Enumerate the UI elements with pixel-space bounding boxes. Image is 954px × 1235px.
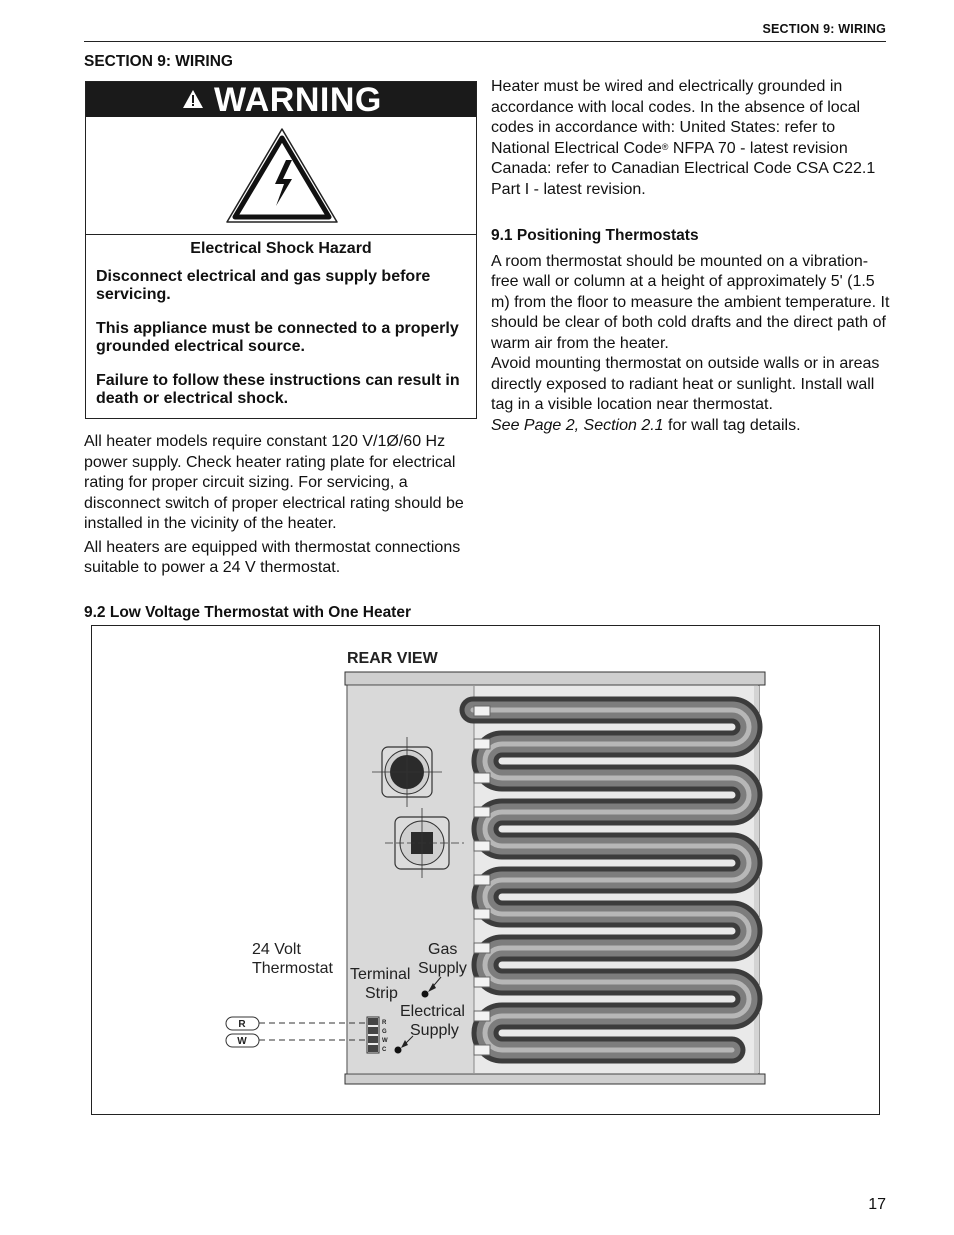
svg-text:C: C bbox=[382, 1047, 387, 1053]
warning-line: Disconnect electrical and gas supply before servicing. bbox=[96, 267, 431, 303]
warning-box bbox=[85, 81, 477, 419]
right-column bbox=[491, 77, 891, 436]
svg-text:G: G bbox=[382, 1029, 387, 1035]
gas-supply-label: Supply bbox=[418, 960, 467, 977]
power-supply-paragraph: All heater models require constant 120 V/1Ø/60 Hz power supply. Check heater rating plate for electrical rating for proper circuit sizing. For servicing, a disconnect switch of proper electrical rating should be installed in the vicinity of the heater. bbox=[84, 433, 464, 532]
warning-triangle-icon bbox=[182, 89, 204, 109]
left-column bbox=[84, 432, 480, 582]
diagram-frame bbox=[91, 625, 880, 1115]
running-head: SECTION 9: WIRING bbox=[762, 22, 886, 36]
electrical-shock-icon bbox=[222, 124, 342, 228]
svg-text:W: W bbox=[382, 1038, 388, 1044]
warning-banner bbox=[86, 82, 476, 117]
avoid-paragraph: Avoid mounting thermostat on outside walls or in areas directly exposed to radiant heat or sunlight. Install wall tag in a visible location near thermostat. bbox=[491, 355, 880, 413]
section-title: SECTION 9: WIRING bbox=[84, 53, 233, 70]
shock-symbol-area bbox=[86, 117, 476, 235]
thermostat-label: Thermostat bbox=[252, 960, 333, 977]
terminal-r-label: R bbox=[238, 1019, 246, 1030]
warning-line: This appliance must be connected to a properly grounded electrical source. bbox=[96, 319, 459, 355]
warning-text bbox=[86, 235, 476, 424]
thermostat-connection-paragraph: All heaters are equipped with thermostat connections suitable to power a 24 V thermostat. bbox=[84, 538, 461, 576]
mounting-paragraph: A room thermostat should be mounted on a vibration-free wall or column at a height of approximately 5' (1.5 m) from the floor to measure the ambient temperature. It should be clear of both cold drafts and the direct path of warm air from the heater. bbox=[491, 252, 890, 352]
terminal-strip-label: Strip bbox=[365, 985, 398, 1002]
codes-paragraph: Heater must be wired and electrically grounded in accordance with local codes. In the absence of local codes in accordance with: United States: refer to National Electrical Code® NFPA 70 - latest revision Canada: refer to Canadian Electrical Code CSA C22.1 Part I - latest revision. bbox=[491, 78, 876, 198]
warning-word: WARNING bbox=[214, 81, 382, 119]
page-reference: See Page 2, Section 2.1 bbox=[491, 416, 664, 434]
wiring-diagram bbox=[92, 626, 879, 1114]
rear-view-label: REAR VIEW bbox=[347, 650, 438, 667]
hazard-title: Electrical Shock Hazard bbox=[190, 240, 372, 257]
terminal-w-label: W bbox=[237, 1036, 247, 1047]
electrical-supply-label: Electrical bbox=[400, 1003, 465, 1020]
diagram-title: 9.2 Low Voltage Thermostat with One Heater bbox=[84, 604, 411, 621]
wall-tag-paragraph: See Page 2, Section 2.1 for wall tag details. bbox=[491, 416, 801, 434]
thermostat-terminals bbox=[226, 1017, 259, 1047]
svg-text:R: R bbox=[382, 1020, 387, 1026]
page-number: 17 bbox=[868, 1196, 886, 1213]
warning-line: Failure to follow these instructions can result in death or electrical shock. bbox=[96, 371, 460, 407]
header-divider bbox=[84, 41, 886, 42]
positioning-thermostats-heading: 9.1 Positioning Thermostats bbox=[491, 227, 699, 244]
terminal-strip-label: Terminal bbox=[350, 966, 411, 983]
gas-supply-label: Gas bbox=[428, 941, 458, 958]
electrical-supply-label: Supply bbox=[410, 1022, 459, 1039]
thermostat-label: 24 Volt bbox=[252, 941, 301, 958]
